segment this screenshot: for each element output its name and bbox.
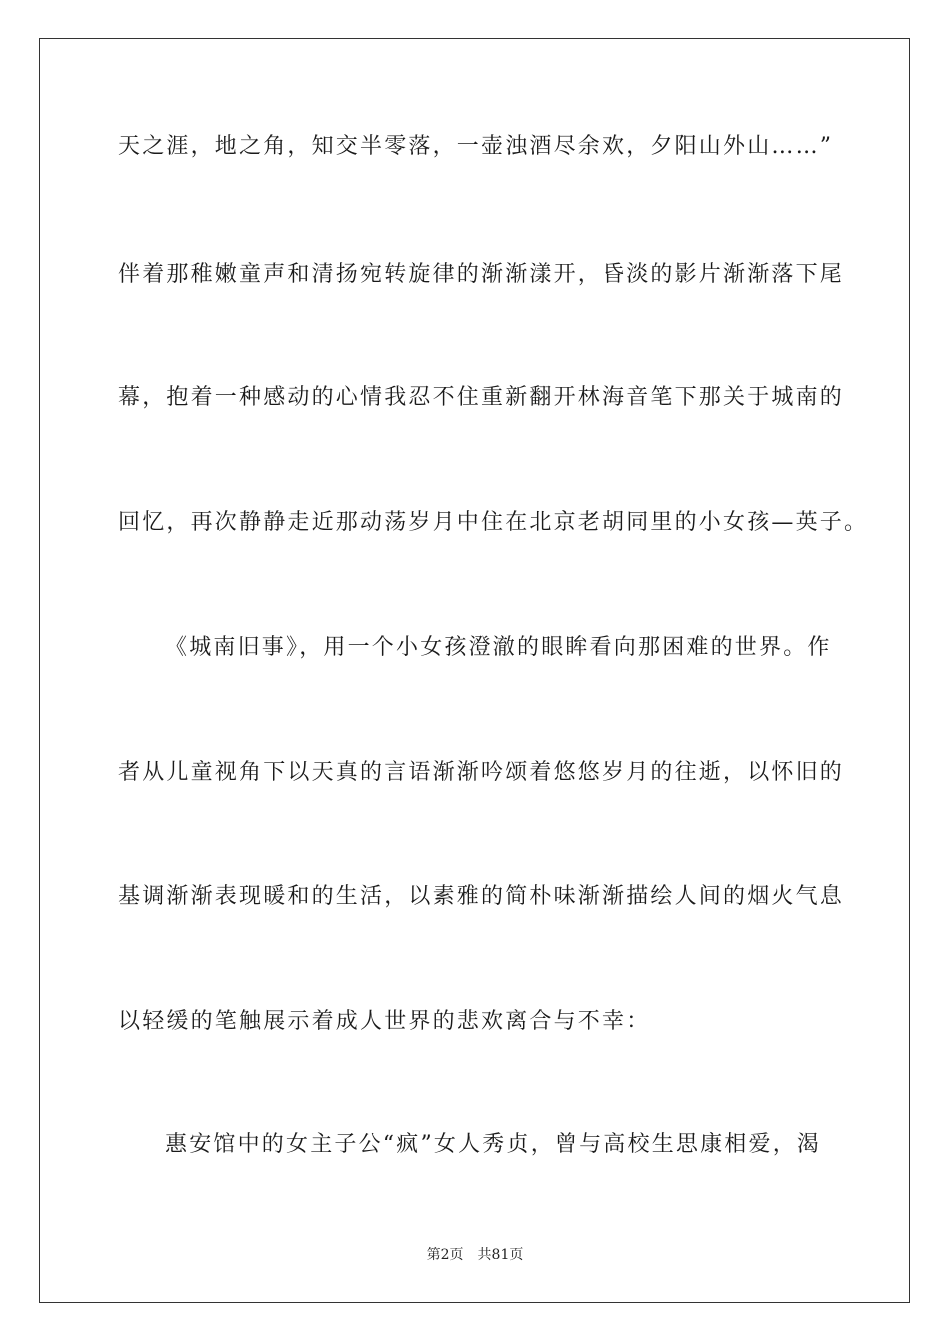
text-line-8: 以轻缓的笔触展示着成人世界的悲欢离合与不幸： xyxy=(118,1009,651,1034)
text-line-1: 天之涯，地之角，知交半零落，一壶浊酒尽余欢，夕阳山外山……” xyxy=(118,134,834,159)
text-line-5: 《城南旧事》，用一个小女孩澄澈的眼眸看向那困难的世界。作 xyxy=(165,635,832,660)
page-total: 共81页 xyxy=(477,1247,524,1263)
page-footer xyxy=(0,1246,950,1264)
page-border xyxy=(39,38,910,1303)
page-number: 第2页 xyxy=(426,1247,464,1263)
text-line-3: 幕，抱着一种感动的心情我忍不住重新翻开林海音笔下那关于城南的 xyxy=(118,385,845,410)
text-line-9: 惠安馆中的女主子公“疯”女人秀贞，曾与高校生思康相爱，渴 xyxy=(165,1132,822,1157)
text-line-2: 伴着那稚嫩童声和清扬宛转旋律的渐渐漾开，昏淡的影片渐渐落下尾 xyxy=(118,262,845,287)
text-line-4: 回忆，再次静静走近那动荡岁月中住在北京老胡同里的小女孩—英子。 xyxy=(118,510,869,535)
text-line-7: 基调渐渐表现暖和的生活，以素雅的简朴味渐渐描绘人间的烟火气息 xyxy=(118,884,845,909)
text-line-6: 者从儿童视角下以天真的言语渐渐吟颂着悠悠岁月的往逝，以怀旧的 xyxy=(118,760,845,785)
